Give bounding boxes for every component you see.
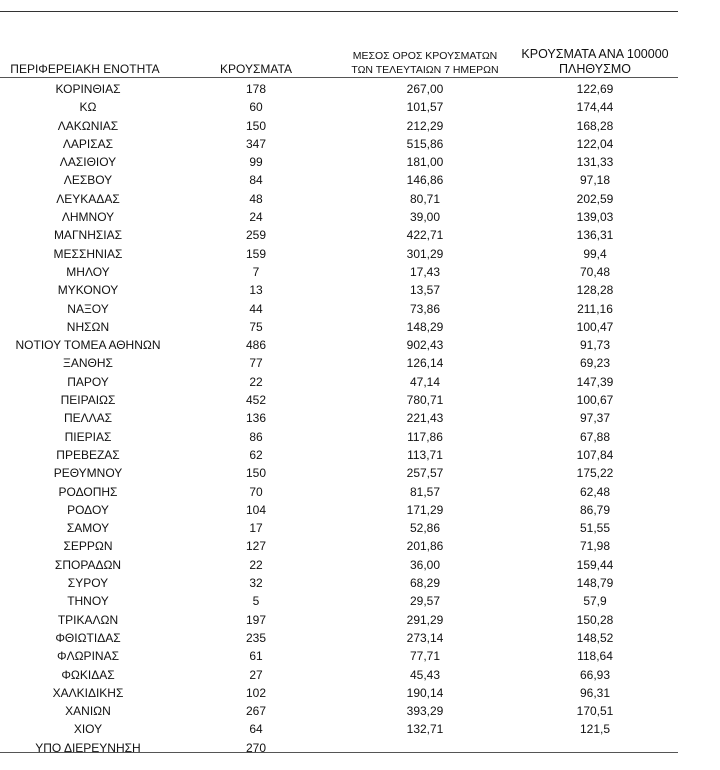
header-divider [0,77,678,78]
header-avg-line1: ΜΕΣΟΣ ΟΡΟΣ ΚΡΟΥΣΜΑΤΩΝ [352,50,498,62]
cell-avg-7-days: 171,29 [406,502,444,517]
cell-per-100k: 107,84 [576,447,614,462]
cell-per-100k: 86,79 [579,502,611,517]
cell-region: ΛΕΥΚΑΔΑΣ [56,191,120,206]
table-row [0,519,678,537]
cell-avg-7-days: 301,29 [406,246,444,261]
cell-cases: 22 [249,374,263,389]
table-row [0,391,678,409]
bottom-divider [0,752,678,753]
cell-region: ΠΕΛΛΑΣ [63,411,113,426]
table-row [0,629,678,647]
cell-cases: 159 [245,246,267,261]
cell-region: ΤΡΙΚΑΛΩΝ [57,612,119,627]
cell-avg-7-days: 45,43 [409,667,441,682]
table-row [0,556,678,574]
table-row [0,190,678,208]
cell-avg-7-days: 39,00 [409,210,441,225]
cell-avg-7-days: 73,86 [409,301,441,316]
table-row [0,80,678,98]
cell-region: ΜΗΛΟΥ [66,264,110,279]
cell-per-100k: 99,4 [583,246,607,261]
cell-region: ΦΩΚΙΔΑΣ [61,667,115,682]
table-row [0,739,678,757]
cell-per-100k: 131,33 [576,155,614,170]
cell-avg-7-days: 81,57 [409,484,441,499]
cell-region: ΛΑΚΩΝΙΑΣ [57,118,119,133]
table-row [0,446,678,464]
cell-region: ΚΩ [79,100,97,115]
cell-region: ΤΗΝΟΥ [67,594,109,609]
cell-per-100k: 66,93 [579,667,611,682]
cell-per-100k: 71,98 [579,539,611,554]
cell-per-100k: 67,88 [579,429,611,444]
table-row [0,574,678,592]
table-row [0,245,678,263]
cell-per-100k: 91,73 [579,338,611,353]
cell-cases: 5 [252,594,260,609]
top-divider [0,11,678,12]
cell-avg-7-days: 36,00 [409,557,441,572]
cell-per-100k: 96,31 [579,685,611,700]
table-row [0,537,678,555]
cell-avg-7-days: 422,71 [406,228,444,243]
cell-per-100k: 118,64 [577,649,613,664]
cell-cases: 270 [245,740,267,755]
table-row [0,702,678,720]
cell-avg-7-days: 101,57 [406,100,444,115]
cell-cases: 7 [252,264,260,279]
cell-avg-7-days: 77,71 [409,649,441,664]
table-row [0,720,678,738]
cell-region: ΦΛΩΡΙΝΑΣ [57,649,119,664]
cell-per-100k: 211,16 [577,301,613,316]
cell-avg-7-days: 47,14 [409,374,441,389]
cell-region: ΝΗΣΩΝ [66,319,110,334]
table-row [0,117,678,135]
cell-avg-7-days: 117,86 [407,429,443,444]
cell-avg-7-days: 190,14 [406,685,444,700]
cell-cases: 259 [245,228,267,243]
cell-region: ΧΙΟΥ [73,722,103,737]
cell-per-100k: 128,28 [576,283,614,298]
cell-region: ΚΟΡΙΝΘΙΑΣ [55,82,121,96]
cell-region: ΛΗΜΝΟΥ [61,210,115,225]
cell-avg-7-days: 113,71 [407,447,443,462]
cell-region: ΝΟΤΙΟΥ ΤΟΜΕΑ ΑΘΗΝΩΝ [15,338,161,353]
cell-avg-7-days: 780,71 [406,393,444,408]
cell-per-100k: 159,44 [576,557,614,572]
cell-region: ΡΟΔΟΠΗΣ [58,484,118,499]
cell-per-100k: 148,52 [576,630,614,645]
cell-cases: 64 [249,722,263,737]
cell-cases: 60 [249,100,263,115]
table-row [0,501,678,519]
cell-region: ΝΑΞΟΥ [67,301,109,316]
cell-region: ΣΥΡΟΥ [67,576,109,591]
cell-per-100k: 100,47 [576,319,614,334]
table-row [0,336,678,354]
cell-per-100k: 51,55 [579,521,611,536]
header-cases: ΚΡΟΥΣΜΑΤΑ [220,62,292,76]
cell-per-100k: 122,04 [576,136,614,151]
cell-avg-7-days: 29,57 [409,594,441,609]
cell-cases: 197 [245,612,267,627]
cell-cases: 102 [245,685,267,700]
cell-avg-7-days: 148,29 [406,319,444,334]
table-row [0,483,678,501]
cell-avg-7-days: 902,43 [406,338,444,353]
table-row [0,354,678,372]
cell-cases: 150 [245,118,267,133]
cell-avg-7-days: 393,29 [406,704,444,719]
cell-cases: 347 [245,136,267,151]
cell-cases: 104 [245,502,267,517]
table-row [0,409,678,427]
cell-cases: 27 [249,667,263,682]
table-row [0,281,678,299]
cell-region: ΛΑΣΙΘΙΟΥ [59,155,117,170]
cell-cases: 452 [245,393,267,408]
cell-region: ΞΑΝΘΗΣ [63,356,113,371]
cell-cases: 178 [245,82,267,96]
cell-cases: 486 [245,338,267,353]
cell-cases: 75 [249,319,263,334]
table-row [0,428,678,446]
cell-per-100k: 170,51 [576,704,614,719]
cell-avg-7-days: 291,29 [406,612,444,627]
cell-cases: 77 [249,356,263,371]
cell-per-100k: 168,28 [576,118,614,133]
cell-cases: 70 [249,484,263,499]
cell-avg-7-days: 68,29 [409,576,441,591]
cell-per-100k: 147,39 [576,374,614,389]
cell-region: ΜΕΣΣΗΝΙΑΣ [53,246,123,261]
cell-cases: 267 [245,704,267,719]
table-row [0,647,678,665]
cell-cases: 32 [249,576,263,591]
cell-region: ΣΠΟΡΑΔΩΝ [54,557,122,572]
header-per100k-line2: ΠΛΗΘΥΣΜΟ [559,62,631,76]
cell-cases: 150 [245,466,267,481]
cell-region: ΜΑΓΝΗΣΙΑΣ [53,228,123,243]
cell-region: ΡΕΘΥΜΝΟΥ [53,466,123,481]
cell-avg-7-days: 273,14 [406,630,444,645]
cell-cases: 84 [249,173,263,188]
table-row [0,153,678,171]
cell-avg-7-days: 515,86 [406,136,444,151]
table-row [0,263,678,281]
cell-avg-7-days: 146,86 [406,173,444,188]
cell-cases: 22 [249,557,263,572]
cell-region: ΠΡΕΒΕΖΑΣ [56,447,120,462]
cell-cases: 61 [249,649,263,664]
cell-region: ΧΑΛΚΙΔΙΚΗΣ [52,685,124,700]
cell-per-100k: 175,22 [576,466,614,481]
cell-region: ΣΕΡΡΩΝ [63,539,113,554]
cell-per-100k: 122,69 [576,82,614,96]
cell-cases: 86 [249,429,263,444]
header-avg-7-days [340,49,510,77]
header-per100k-line1: ΚΡΟΥΣΜΑΤΑ ΑΝΑ 100000 [521,47,669,61]
cell-cases: 44 [249,301,263,316]
cell-cases: 62 [249,447,263,462]
table-row [0,592,678,610]
table-row [0,318,678,336]
table-row [0,98,678,116]
cell-per-100k: 97,37 [579,411,611,426]
cell-region: ΠΕΙΡΑΙΩΣ [60,393,116,408]
cell-per-100k: 121,5 [579,722,611,737]
table-row [0,226,678,244]
cell-avg-7-days: 17,43 [409,264,441,279]
cell-avg-7-days: 13,57 [409,283,441,298]
cell-per-100k: 139,03 [576,210,614,225]
cell-region: ΣΑΜΟΥ [66,521,110,536]
cell-per-100k: 150,28 [576,612,614,627]
cell-cases: 17 [249,521,263,536]
table-row [0,464,678,482]
cell-region: ΛΑΡΙΣΑΣ [62,136,114,151]
cell-avg-7-days: 212,29 [406,118,444,133]
cell-per-100k: 57,9 [583,594,607,609]
cell-per-100k: 202,59 [576,191,614,206]
cell-avg-7-days: 267,00 [406,82,444,96]
table-row [0,300,678,318]
cell-per-100k: 70,48 [579,264,611,279]
cell-avg-7-days: 132,71 [406,722,444,737]
cell-avg-7-days: 52,86 [409,521,441,536]
cell-cases: 99 [249,155,263,170]
cell-region: ΠΑΡΟΥ [67,374,109,389]
header-avg-line2: ΤΩΝ ΤΕΛΕΥΤΑΙΩΝ 7 ΗΜΕΡΩΝ [351,64,499,76]
table-row [0,373,678,391]
cell-per-100k: 136,31 [576,228,614,243]
cell-cases: 127 [245,539,267,554]
cell-avg-7-days: 126,14 [406,356,444,371]
cell-region: ΥΠΟ ΔΙΕΡΕΥΝΗΣΗ [35,740,141,755]
cell-region: ΦΘΙΩΤΙΔΑΣ [55,630,121,645]
cell-per-100k: 62,48 [579,484,611,499]
cell-region: ΧΑΝΙΩΝ [65,704,111,719]
header-per-100k [510,47,680,77]
cell-region: ΡΟΔΟΥ [67,502,109,517]
cell-per-100k: 174,44 [576,100,614,115]
cell-per-100k: 97,18 [579,173,611,188]
table-body [0,80,678,757]
table-row [0,684,678,702]
table-row [0,171,678,189]
cell-cases: 136 [245,411,267,426]
cell-region: ΜΥΚΟΝΟΥ [57,283,119,298]
cell-avg-7-days: 221,43 [406,411,444,426]
cell-region: ΛΕΣΒΟΥ [63,173,113,188]
cell-per-100k: 148,79 [576,576,614,591]
table-row [0,135,678,153]
cell-avg-7-days: 181,00 [406,155,444,170]
cell-avg-7-days: 201,86 [406,539,444,554]
cell-per-100k: 100,67 [576,393,614,408]
cell-region: ΠΙΕΡΙΑΣ [64,429,112,444]
cell-per-100k: 69,23 [579,356,611,371]
table-row [0,666,678,684]
cell-cases: 24 [249,210,263,225]
cell-cases: 235 [245,630,267,645]
table-header [0,44,678,77]
header-region: ΠΕΡΙΦΕΡΕΙΑΚΗ ΕΝΟΤΗΤΑ [10,62,160,76]
table-row [0,208,678,226]
cell-cases: 13 [249,283,263,298]
table-row [0,611,678,629]
cell-avg-7-days: 257,57 [406,466,444,481]
cell-avg-7-days: 80,71 [409,191,441,206]
cell-cases: 48 [249,191,263,206]
